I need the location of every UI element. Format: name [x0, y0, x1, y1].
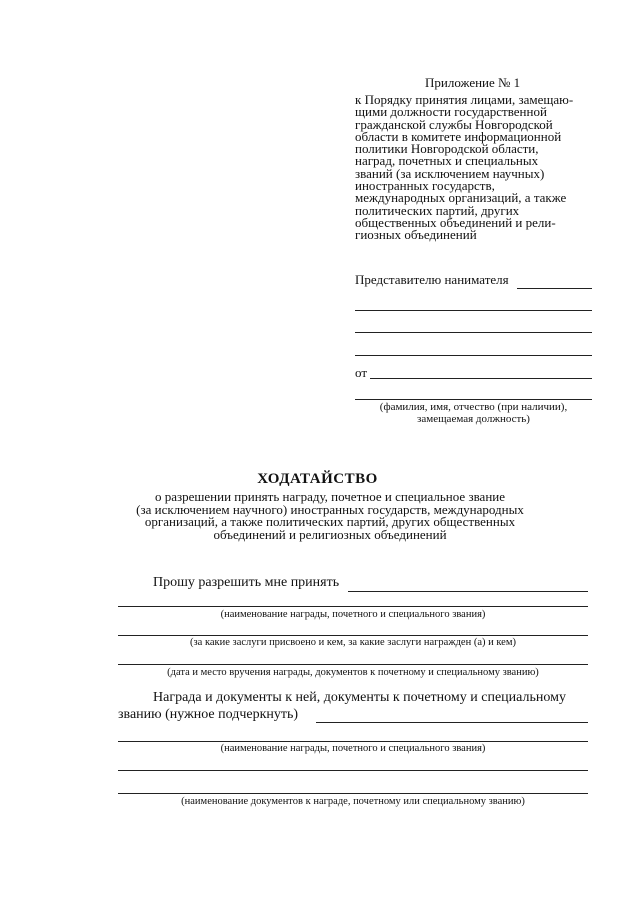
date-place-line[interactable]: [118, 664, 588, 665]
award-line[interactable]: [348, 591, 588, 592]
caption-award: (наименование награды, почетного и специального звания): [220, 609, 486, 620]
appendix-line: наград, почетных и специальных: [355, 153, 539, 169]
appendix-title: Приложение № 1: [425, 75, 521, 90]
appendix-line: званий (за исключением научных): [355, 165, 545, 181]
appendix-line: гиозных объединений: [355, 227, 477, 243]
caption-line: замещаемая должность): [417, 413, 530, 425]
appendix-line: общественных объединений и рели-: [355, 214, 556, 230]
underline-choice-line[interactable]: [316, 722, 588, 723]
appendix-line: политических партий, других: [355, 202, 520, 218]
caption-documents: (наименование документов к награде, почетному или специальному званию): [181, 796, 525, 807]
paragraph-line: званию (нужное подчеркнуть): [118, 707, 299, 722]
subtitle-line: организаций, а также политических партий, других общественных: [144, 514, 516, 529]
paragraph-line: Награда и документы к ней, документы к почетному и специальному: [153, 690, 566, 705]
caption-line: (фамилия, имя, отчество (при наличии),: [379, 401, 568, 413]
applicant-caption: [355, 402, 592, 426]
appendix-line: к Порядку принятия лицами, замещаю-: [355, 92, 574, 107]
documents-line[interactable]: [118, 793, 588, 794]
appendix-line: политики Новгородской области,: [355, 141, 539, 157]
award-line[interactable]: [118, 606, 588, 607]
addressee-line[interactable]: [355, 355, 592, 356]
applicant-line[interactable]: [370, 378, 592, 379]
subtitle-line: объединений и религиозных объединений: [213, 526, 447, 542]
appendix-line: щими должности государственной: [355, 104, 547, 120]
documents-line[interactable]: [118, 770, 588, 771]
addressee-line[interactable]: [355, 310, 592, 311]
merits-line[interactable]: [118, 635, 588, 636]
addressee-name-line[interactable]: [517, 288, 592, 289]
appendix-line: гражданской службы Новгородской: [355, 116, 553, 132]
appendix-line: международных организаций, а также: [355, 190, 567, 206]
applicant-line[interactable]: [355, 399, 592, 400]
addressee-line[interactable]: [355, 332, 592, 333]
petition-title: ХОДАТАЙСТВО: [257, 471, 378, 487]
addressee-to-label: Представителю нанимателя: [355, 272, 509, 287]
appendix-line: области в комитете информационной: [355, 128, 562, 144]
appendix-line: иностранных государств,: [355, 178, 495, 194]
subtitle-line: о разрешении принять награду, почетное и специальное звание: [154, 489, 506, 504]
petition-subtitle: [100, 490, 560, 540]
caption-date-place: (дата и место вручения награды, документов к почетному и специальному званию): [167, 667, 539, 678]
addressee-from-label: от: [355, 365, 368, 380]
award-line[interactable]: [118, 741, 588, 742]
appendix-text: [355, 93, 605, 241]
caption-merits: (за какие заслуги присвоено и кем, за какие заслуги награжден (а) и кем): [190, 637, 516, 648]
request-text: Прошу разрешить мне принять: [153, 575, 340, 590]
caption-award: (наименование награды, почетного и специального звания): [220, 743, 486, 754]
subtitle-line: (за исключением научного) иностранных государств, международных: [136, 501, 524, 517]
